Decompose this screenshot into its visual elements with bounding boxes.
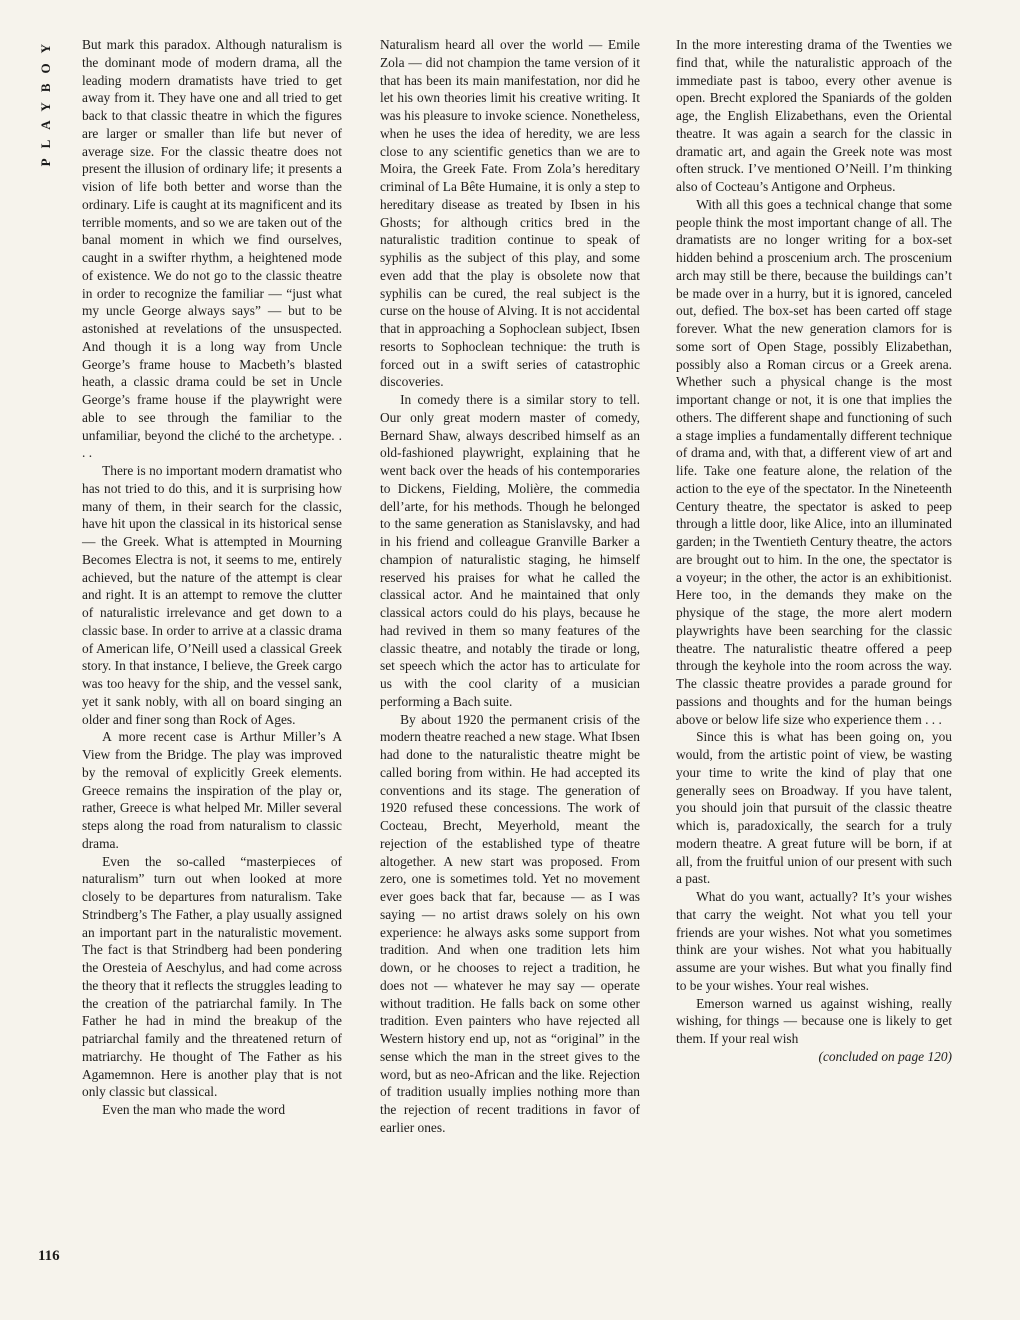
paragraph: Since this is what has been going on, you would, from the artistic point of view, be wasting your time to write the kind of play that one generally sees on Broadway. If you have talent, you should join that pursuit of the classic theatre which is, paradoxically, the search for a truly modern theatre. A great future will be born, if at all, from the fruitful union of our present with such a past. — [676, 729, 952, 887]
paragraph: What do you want, actually? It’s your wishes that carry the weight. Not what you tell your friends are your wishes. Not what you sometimes think are your wishes. Not what you habitually assume are your wishes. But what you finally find to be your wishes. Your real wishes. — [676, 889, 952, 993]
paragraph: By about 1920 the permanent crisis of the modern theatre reached a new stage. What Ibsen had done to the naturalistic theatre might be called boring from within. He had accepted its conventions and its stage. The generation of 1920 refused these concessions. The work of Cocteau, Brecht, Meyerhold, meant the rejection of the established type of theatre altogether. A new start was proposed. From zero, one is sometimes told. Yet no movement ever goes back that far, because — as I was saying — no artist draws solely on his own experience: he always asks some support from tradition. And when one tradition lets him down, or he chooses to reject a tradition, he does not — whatever he may say — operate without tradition. He falls back on some other tradition. Even painters who have rejected all Western history end up, not as “original” in the sense which the man in the street gives to the word, but as neo-African and the like. Rejection of tradition usually implies nothing more than the rejection of recent traditions in favor of earlier ones. — [380, 711, 640, 1135]
paragraph: Even the man who made the word — [102, 1102, 286, 1117]
magazine-title: PLAYBOY — [38, 34, 53, 167]
paragraph: There is no important modern dramatist who has not tried to do this, and it is surprising how many of them, in their search for the classic, have hit upon the classical in its historical sense — the Greek. What is attempted in Mourning Becomes Electra is not, it seems to me, entirely achieved, but the nature of the attempt is clear and right. It is an attempt to remove the clutter of naturalistic irrelevance and get down to a classic base. In order to arrive at a classic drama of American life, O’Neill used a classical Greek story. In that instance, I believe, the Greek cargo was too heavy for the ship, and the vessel sank, yet it sank nobly, with all on board singing an older and finer song than Rock of Ages. — [82, 463, 342, 727]
continuation-note: (concluded on page 120) — [818, 1048, 952, 1064]
paragraph: In comedy there is a similar story to tell. Our only great modern master of comedy, Bernard Shaw, always described himself as an old-fashioned playwright, explaining that he went back over the heads of his contemporaries to Dickens, Fielding, Molière, the commedia dell’arte, for his methods. Though he belonged to the same generation as Stanislavsky, and had in his friend and colleague Granville Barker a champion of naturalistic staging, he himself reserved his praises for what he called the classical actor. And he maintained that only classical actors could do his plays, because he had revived in them so many features of the classic theatre, and notably the tirade or long, set speech which the actor has to articulate for us with the cool clarity of a musician performing a Bach suite. — [380, 392, 640, 709]
page-number: 116 — [38, 1248, 60, 1264]
paragraph: With all this goes a technical change that some people think the most important change of all. The dramatists are no longer writing for a box-set hidden behind a proscenium arch. The proscenium arch may still be there, because the buildings can’t be made over in a hurry, but it is ignored, canceled out, defied. The box-set has been carted off stage forever. What the new generation clamors for is some sort of Open Stage, possibly Elizabethan, possibly also a Roman circus or a Greek arena. Whether such a physical change is the most important change or not, it is one that implies the others. The different shape and functioning of such a stage implies a fundamentally different technique of drama and, with that, a different view of art and life. Take one feature alone, the relation of the action to the eye of the spectator. In the Nineteenth Century theatre, the spectator is asked to peep through a little door, like Alice, into an illuminated garden; in the Twentieth Century theatre, the actors are brought out to him. In the one, the spectator is a voyeur; in the other, the actor is an exhibitionist. Here too, in the demands they make on the physique of the stage, the more alert modern playwrights have been searching for the classic theatre. The naturalistic theatre offered a peep through the keyhole into the room across the way. The classic theatre provides a parade ground for passions and thoughts and for the human beings above or below life size who experience them . . . — [676, 196, 952, 727]
paragraph: But mark this paradox. Although naturalism is the dominant mode of modern drama, all the leading modern dramatists have tried to get away from it. They have one and all tried to get back to that classic theatre in which the figures are larger or smaller than life but never of average size. For the classic theatre does not present the illusion of ordinary life; it presents a vision of life both better and worse than the ordinary. Life is caught at its magnificent and its terrible moments, and so we are taken out of the banal moment in which we find ourselves, caught in a swifter rhythm, a heightened mode of existence. We do not go to the classic theatre in order to recognize the familiar — “just what my uncle George always says” — but to be astonished at revelations of the unsuspected. And though it is a long way from Uncle George’s frame house to Macbeth’s blasted heath, a classic drama could be set in Uncle George’s frame house if the playwright were able to see through the familiar to the unfamiliar, beyond the cliché to the archetype. . . . — [82, 37, 342, 461]
paragraph: Emerson warned us against wishing, really wishing, for things — because one is likely to get them. If your real wish — [676, 995, 952, 1046]
paragraph: Even the so-called “masterpieces of naturalism” turn out when looked at more closely to be departures from naturalism. Take Strindberg’s The Father, a play usually assigned an important part in the naturalistic movement. The fact is that Strindberg had been pondering the Oresteia of Aeschylus, and had come across the theory that it reflects the struggles leading to the creation of the patriarchal family. In The Father he had in mind the breakup of the patriarchal family and the threatened return of matriarchy. He thought of The Father as his Agamemnon. Here is another play that is not only classic but classical. — [82, 853, 342, 1100]
article-column-1 — [82, 36, 342, 1119]
paragraph: Naturalism heard all over the world — Emile Zola — did not champion the tame version of it that has been its main manifestation, nor did he let his own theories limit his creative writing. It was his pleasure to invoke science. Nonetheless, when he uses the idea of heredity, we are less close to any scientific genetics than we are to Moira, the Greek Fate. From Zola’s hereditary criminal of La Bête Humaine, it is only a step to hereditary disease as treated by Ibsen in his Ghosts; for although critics bred in the naturalistic tradition continue to speak of syphilis as the subject of this play, and some even add that the play is obsolete now that syphilis can be cured, the real subject is the curse on the house of Alving. It is not accidental that in approaching a Sophoclean subject, Ibsen resorts to Sophoclean technique: the truth is forced out in a swift series of catastrophic discoveries. — [380, 37, 640, 390]
paragraph: In the more interesting drama of the Twenties we find that, while the naturalistic approach of the immediate past is taboo, every other avenue is open. Brecht explored the Spaniards of the golden age, the English Elizabethans, even the Oriental theatre. It was again a search for the classic in dramatic art, and again the Greek note was most often struck. I’ve mentioned O’Neill. I’m thinking also of Cocteau’s Antigone and Orpheus. — [676, 37, 952, 194]
article-column-3 — [676, 36, 952, 1066]
paragraph: A more recent case is Arthur Miller’s A View from the Bridge. The play was improved by the removal of explicitly Greek elements. Greece remains the inspiration of the play or, rather, Greece is what helped Mr. Miller several steps along the road from naturalism to classic drama. — [82, 729, 342, 851]
article-column-2 — [380, 36, 640, 1137]
